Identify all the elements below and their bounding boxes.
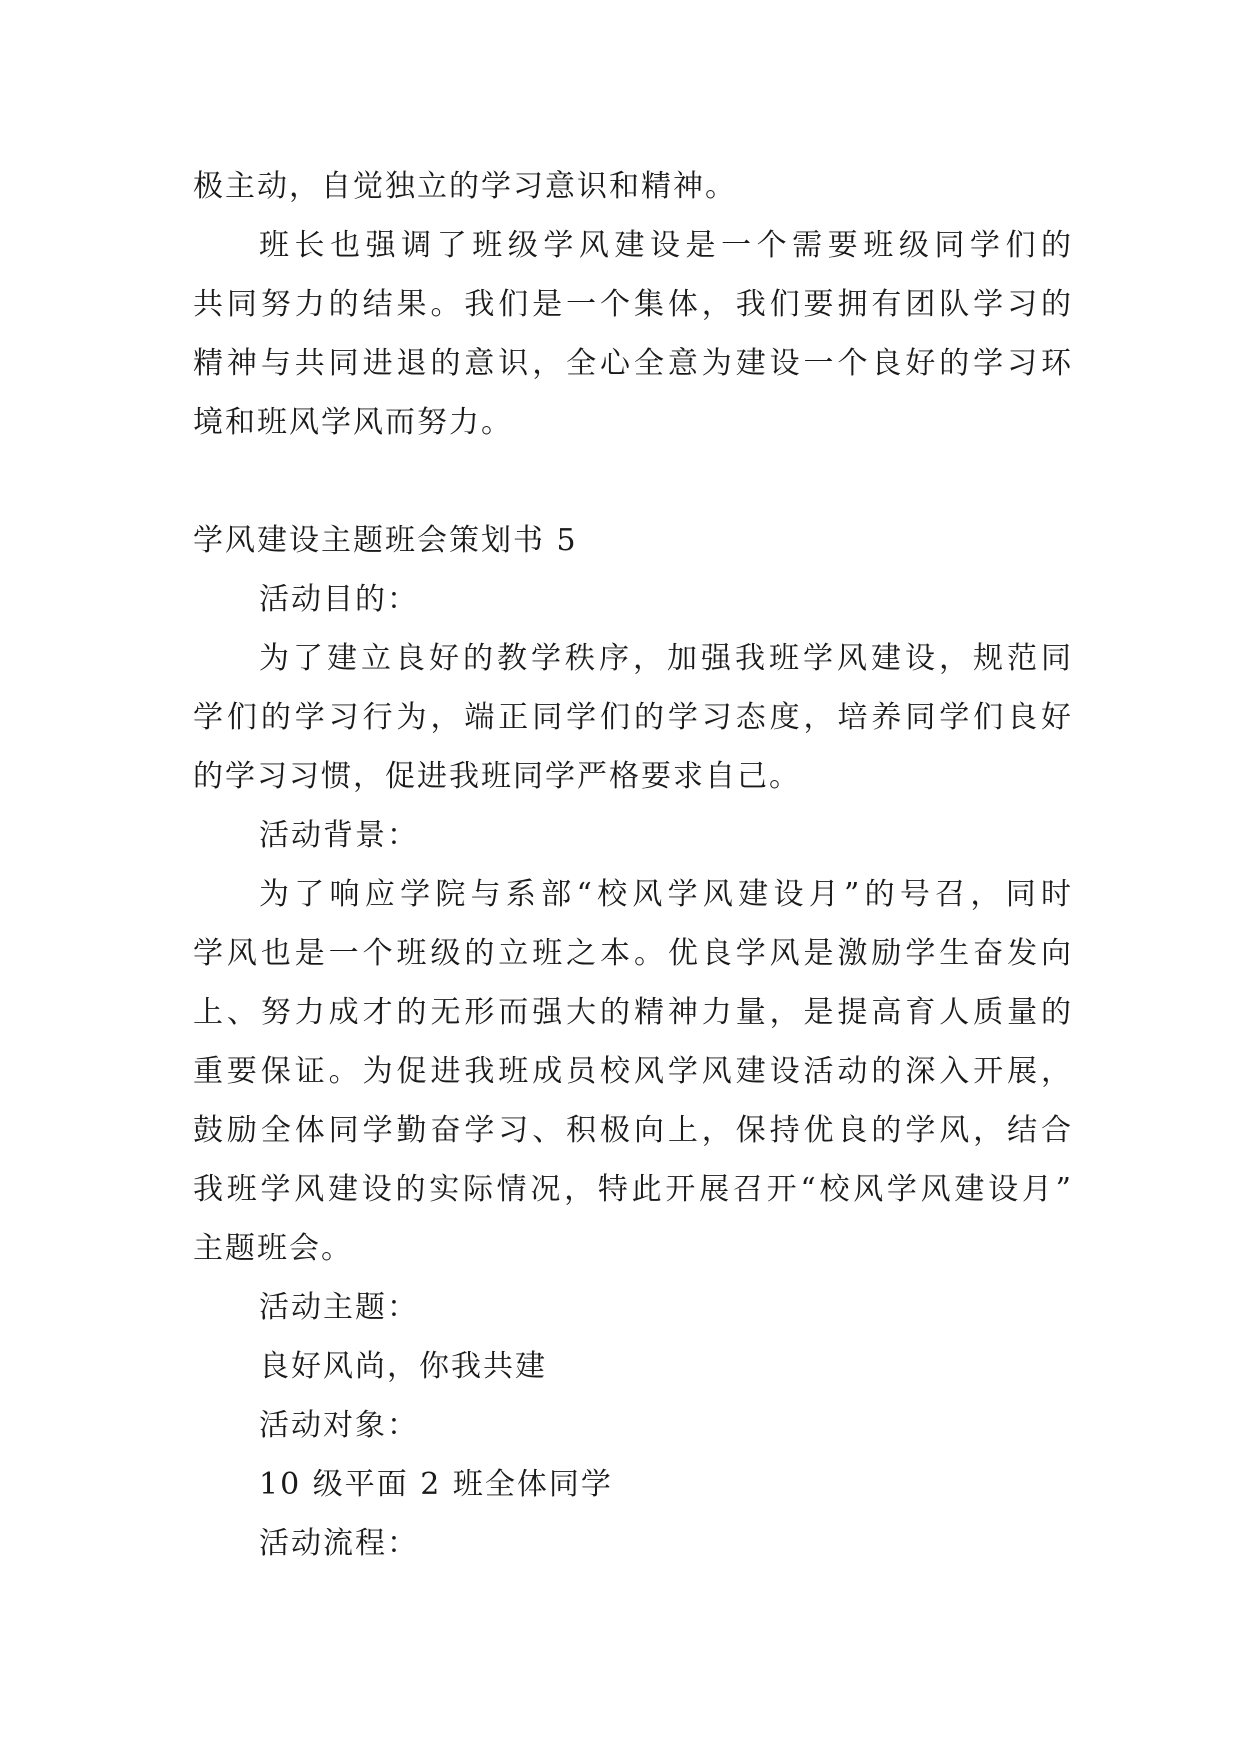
text-line: 主题班会。 (193, 1231, 353, 1266)
text-line: 我班学风建设的实际情况，特此开展召开“校风学风建设月” (193, 1172, 1073, 1207)
subheading-theme: 活动主题： (259, 1290, 419, 1325)
text-line: 为了建立良好的教学秩序，加强我班学风建设，规范同 (259, 641, 1073, 676)
text-line: 班长也强调了班级学风建设是一个需要班级同学们的 (259, 228, 1073, 263)
text-line: 学风也是一个班级的立班之本。优良学风是激励学生奋发向 (193, 936, 1073, 971)
text-line: 鼓励全体同学勤奋学习、积极向上，保持优良的学风，结合 (193, 1113, 1073, 1148)
section-heading: 学风建设主题班会策划书 5 (193, 523, 578, 558)
subheading-process: 活动流程： (259, 1526, 419, 1561)
text-line: 良好风尚，你我共建 (259, 1349, 547, 1384)
text-line: 共同努力的结果。我们是一个集体，我们要拥有团队学习的 (193, 287, 1073, 322)
subheading-purpose: 活动目的： (259, 582, 419, 617)
text-line: 精神与共同进退的意识，全心全意为建设一个良好的学习环 (193, 346, 1073, 381)
text-line: 境和班风学风而努力。 (193, 405, 513, 440)
text-line: 的学习习惯，促进我班同学严格要求自己。 (193, 759, 801, 794)
text-line: 为了响应学院与系部“校风学风建设月”的号召，同时 (259, 877, 1073, 912)
subheading-background: 活动背景： (259, 818, 419, 853)
document-body (193, 157, 1073, 1573)
text-line: 极主动，自觉独立的学习意识和精神。 (193, 169, 737, 204)
text-line: 重要保证。为促进我班成员校风学风建设活动的深入开展， (193, 1054, 1073, 1089)
text-line: 10 级平面 2 班全体同学 (259, 1467, 613, 1502)
text-line: 上、努力成才的无形而强大的精神力量，是提高育人质量的 (193, 995, 1073, 1030)
subheading-audience: 活动对象： (259, 1408, 419, 1443)
text-line: 学们的学习行为，端正同学们的学习态度，培养同学们良好 (193, 700, 1073, 735)
paragraph-spacer (193, 452, 1073, 511)
